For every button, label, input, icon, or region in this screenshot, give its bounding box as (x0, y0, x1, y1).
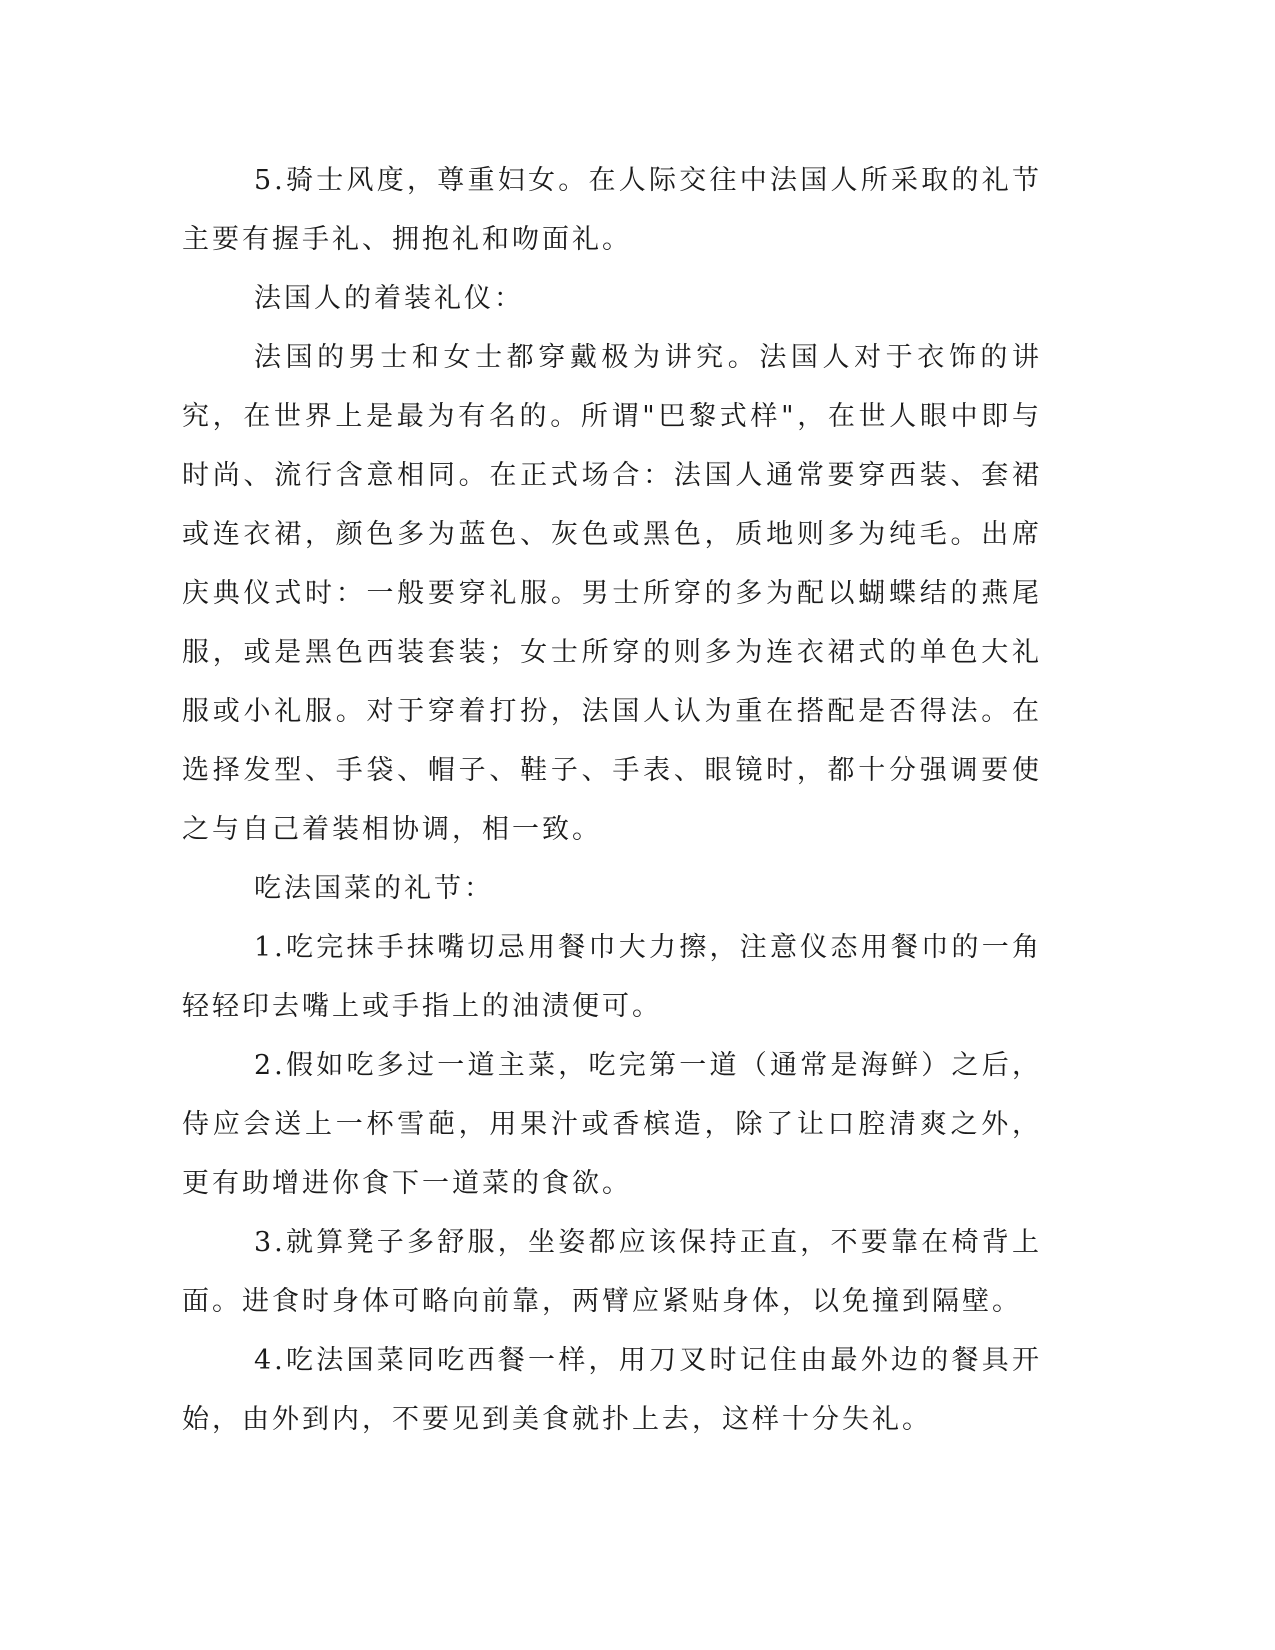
paragraph-dining-rule-2: 2.假如吃多过一道主菜，吃完第一道（通常是海鲜）之后，侍应会送上一杯雪葩，用果汁或香槟造，除了让口腔清爽之外，更有助增进你食下一道菜的食欲。 (182, 1050, 1042, 1199)
paragraph-chivalry: 5.骑士风度，尊重妇女。在人际交往中法国人所采取的礼节主要有握手礼、拥抱礼和吻面礼。 (182, 165, 1042, 255)
heading-dining-etiquette: 吃法国菜的礼节： (254, 873, 494, 904)
paragraph-dining-rule-3: 3.就算凳子多舒服，坐姿都应该保持正直，不要靠在椅背上面。进食时身体可略向前靠，两臂应紧贴身体，以免撞到隔壁。 (182, 1227, 1042, 1317)
paragraph-dress-etiquette: 法国的男士和女士都穿戴极为讲究。法国人对于衣饰的讲究，在世界上是最为有名的。所谓"巴黎式样"，在世人眼中即与时尚、流行含意相同。在正式场合：法国人通常要穿西装、套裙或连衣裙，颜色多为蓝色、灰色或黑色，质地则多为纯毛。出席庆典仪式时：一般要穿礼服。男士所穿的多为配以蝴蝶结的燕尾服，或是黑色西装套装；女士所穿的则多为连衣裙式的单色大礼服或小礼服。对于穿着打扮，法国人认为重在搭配是否得法。在选择发型、手袋、帽子、鞋子、手表、眼镜时，都十分强调要使之与自己着装相协调，相一致。 (182, 342, 1042, 845)
document-page (182, 151, 1042, 1449)
paragraph-dining-rule-4: 4.吃法国菜同吃西餐一样，用刀叉时记住由最外边的餐具开始，由外到内，不要见到美食就扑上去，这样十分失礼。 (182, 1345, 1042, 1435)
paragraph-dining-rule-1: 1.吃完抹手抹嘴切忌用餐巾大力擦，注意仪态用餐巾的一角轻轻印去嘴上或手指上的油渍便可。 (182, 932, 1042, 1022)
heading-dress-etiquette: 法国人的着装礼仪： (254, 283, 524, 314)
